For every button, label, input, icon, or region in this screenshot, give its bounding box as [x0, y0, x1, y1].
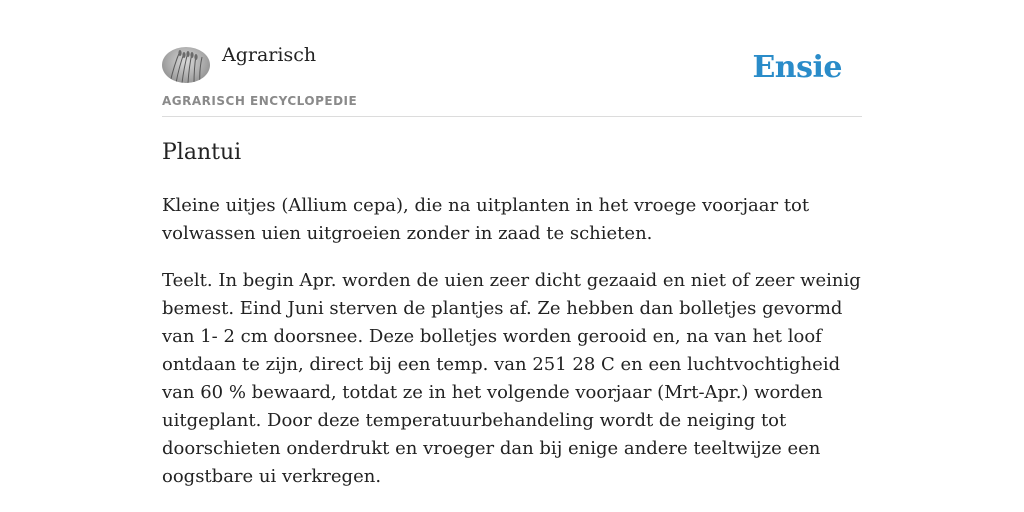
article-paragraph-1: Kleine uitjes (Allium cepa), die na uitplanten in het vroege voorjaar tot volwassen uien uitgroeien zonder in zaad te schieten.	[162, 195, 810, 244]
article-title: Plantui	[162, 140, 242, 165]
brand-name[interactable]: Agrarisch	[222, 44, 317, 66]
site-logo-link[interactable]: Ensie	[752, 50, 842, 85]
wheat-field-icon[interactable]	[162, 47, 210, 83]
brand-subtitle: AGRARISCH ENCYCLOPEDIE	[162, 94, 358, 108]
header	[162, 0, 862, 117]
page	[162, 0, 862, 487]
article-paragraph-2: Teelt. In begin Apr. worden de uien zeer dicht gezaaid en niet of zeer weinig bemest. Eind Juni sterven de plantjes af. Ze hebben dan bolletjes gevormd van 1- 2 cm doorsnee. Deze bolletjes worden gerooid en, na van het loof ontdaan te zijn, direct bij een temp. van 251 28 C en een luchtvochtigheid van 60 % bewaard, totdat ze in het volgende voorjaar (Mrt-Apr.) worden uitgeplant. Door deze temperatuurbehandeling wordt de neiging tot doorschieten onderdrukt en vroeger dan bij enige andere teeltwijze een oogstbare ui verkregen.	[162, 270, 861, 487]
